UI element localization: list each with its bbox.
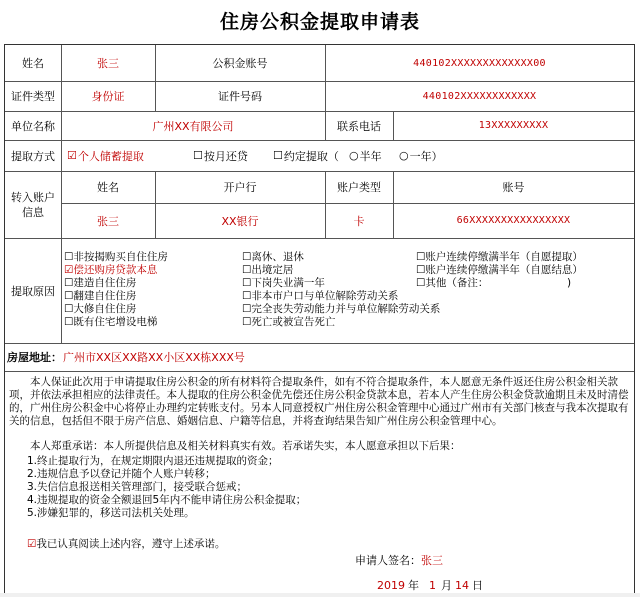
checkbox-icon: ☐ (64, 316, 74, 328)
consequence-item: 3.失信信息报送相关管理部门，接受联合惩戒； (27, 481, 248, 493)
reason-option[interactable]: ☐死亡或被宣告死亡 (242, 316, 336, 328)
reason-option[interactable]: ☐下岗失业满一年 (242, 277, 325, 289)
radio-half-year[interactable]: ○ 半年 (349, 149, 382, 163)
form-title: 住房公积金提取申请表 (219, 11, 420, 33)
transfer-type-value[interactable]: 卡 (353, 214, 365, 228)
transfer-label: 转入账户信息 (11, 190, 55, 219)
reason-option[interactable]: ☐完全丧失劳动能力并与单位解除劳动关系 (242, 303, 441, 315)
date-day-label: 日 (472, 579, 483, 592)
application-form (4, 44, 635, 595)
consequence-item: 1.终止提取行为，在规定期限内退还违规提取的资金； (27, 455, 279, 467)
page-bottom-strip (0, 593, 640, 597)
divider (5, 371, 634, 372)
phone-label: 联系电话 (337, 119, 381, 133)
reason-option[interactable]: ☐非本市户口与单位解除劳动关系 (242, 290, 399, 302)
transfer-header-name: 姓名 (97, 181, 119, 194)
consequence-item: 5.涉嫌犯罪的，移送司法机关处理。 (27, 507, 195, 519)
reason-option[interactable]: ☐出境定居 (242, 264, 294, 276)
checkbox-icon: ☐ (64, 251, 74, 263)
date-month-label: 月 (441, 579, 452, 592)
checkbox-icon: ☐ (242, 251, 252, 263)
idno-value[interactable]: 440102XXXXXXXXXXXX (422, 90, 537, 102)
reason-label: 提取原因 (11, 284, 55, 298)
signature-value[interactable]: 张三 (421, 554, 443, 567)
checkbox-checked-icon: ☑ (67, 149, 77, 162)
checkbox-icon: ☐ (242, 264, 252, 276)
account-label: 公积金账号 (212, 57, 268, 70)
declaration-paragraph: 本人保证此次用于申请提取住房公积金的所有材料符合提取条件，如有不符合提取条件，本人愿意无条件返还住房公积金相关款项，并依法承担相应的法律责任。本人提取的住房公积金优先偿还住房公积金贷款本息，若本人产生住房公积金贷款逾期且未及时清偿的，广州住房公积金中心将停止办理约定转账支付。另本人同意授权广州住房公积金管理中心通过广州市有关部门核查与我本次提取有关的信息，包括但不限于房产信息、婚姻信息、户籍等信息，并将查询结果告知广州住房公积金管理中心。 (9, 376, 629, 427)
checkbox-icon: ☐ (242, 303, 252, 315)
method-option-agreed[interactable]: ☐ 约定提取（ (273, 149, 339, 163)
radio-icon: ○ (399, 149, 409, 162)
promise-paragraph: 本人郑重承诺：本人所提供信息及相关材料真实有效。若承诺失实，本人愿意承担以下后果： (9, 440, 461, 452)
checkbox-icon: ☐ (416, 251, 426, 263)
method-label: 提取方式 (11, 149, 55, 163)
checkbox-icon: ☐ (64, 290, 74, 302)
transfer-header-bank: 开户行 (223, 181, 257, 194)
date-day[interactable]: 14 (455, 579, 469, 592)
reason-option[interactable]: ☐账户连续停缴满半年（自愿结息） (416, 264, 583, 276)
checkbox-icon: ☐ (242, 316, 252, 328)
transfer-number-value[interactable]: 66XXXXXXXXXXXXXXXX (456, 215, 571, 226)
method-option-savings[interactable]: ☑ 个人储蓄提取 (67, 149, 144, 163)
checkbox-icon: ☐ (242, 277, 252, 289)
checkbox-icon: ☐ (242, 290, 252, 302)
checkbox-icon: ☐ (64, 303, 74, 315)
transfer-name-value[interactable]: 张三 (97, 214, 119, 228)
date-year[interactable]: 2019 (377, 579, 405, 592)
checkbox-icon: ☐ (416, 264, 426, 276)
address-label: 房屋地址： (7, 351, 62, 364)
checkbox-icon: ☐ (64, 277, 74, 289)
checkbox-icon: ☐ (416, 277, 426, 289)
date-year-label: 年 (408, 579, 419, 592)
idno-label: 证件号码 (218, 90, 262, 103)
idtype-value[interactable]: 身份证 (91, 90, 125, 103)
radio-one-year[interactable]: ○ 一年） (399, 149, 443, 163)
reason-option[interactable]: ☐既有住宅增设电梯 (64, 316, 158, 328)
account-value[interactable]: 440102XXXXXXXXXXXXX00 (413, 57, 546, 69)
reason-option[interactable]: ☐大修自住住房 (64, 303, 137, 315)
checkbox-checked-icon: ☑ (64, 264, 74, 276)
radio-icon: ○ (349, 149, 359, 162)
transfer-header-number: 账号 (502, 181, 525, 194)
checkbox-icon: ☐ (193, 149, 203, 162)
consequence-item: 4.违规提取的资金全额退回5年内不能申请住房公积金提取； (27, 494, 307, 506)
name-value[interactable]: 张三 (97, 57, 119, 70)
reason-option-checked[interactable]: ☑偿还购房贷款本息 (64, 264, 158, 276)
reason-option[interactable]: ☐非按揭购买自住住房 (64, 251, 168, 263)
method-option-monthly[interactable]: ☐ 按月还贷 (193, 149, 248, 163)
date-month[interactable]: 1 (429, 579, 436, 592)
unit-label: 单位名称 (11, 119, 55, 133)
phone-value[interactable]: 13XXXXXXXXX (478, 120, 549, 131)
divider (5, 238, 634, 239)
other-close-paren: ) (567, 277, 572, 289)
reason-option[interactable]: ☐账户连续停缴满半年（自愿提取） (416, 251, 583, 263)
checkbox-icon: ☐ (273, 149, 283, 162)
reason-option[interactable]: ☐建造自住住房 (64, 277, 137, 289)
signature-label: 申请人签名： (355, 554, 421, 567)
transfer-bank-value[interactable]: XX银行 (221, 214, 259, 228)
transfer-header-type: 账户类型 (337, 181, 381, 194)
agree-checkbox[interactable]: ☑我已认真阅读上述内容，遵守上述承诺。 (27, 538, 226, 550)
address-value[interactable]: 广州市XX区XX路XX小区XX栋XXX号 (63, 351, 245, 364)
reason-option[interactable]: ☐翻建自住住房 (64, 290, 137, 302)
name-label: 姓名 (22, 57, 44, 70)
unit-value[interactable]: 广州XX有限公司 (152, 119, 234, 133)
consequence-item: 2.违规信息予以登记并随个人账户转移； (27, 468, 216, 480)
checkbox-checked-icon: ☑ (27, 538, 37, 550)
reason-option-other[interactable]: ☐其他（备注： (416, 277, 489, 289)
reason-option[interactable]: ☐离休、退休 (242, 251, 304, 263)
idtype-label: 证件类型 (11, 90, 55, 103)
